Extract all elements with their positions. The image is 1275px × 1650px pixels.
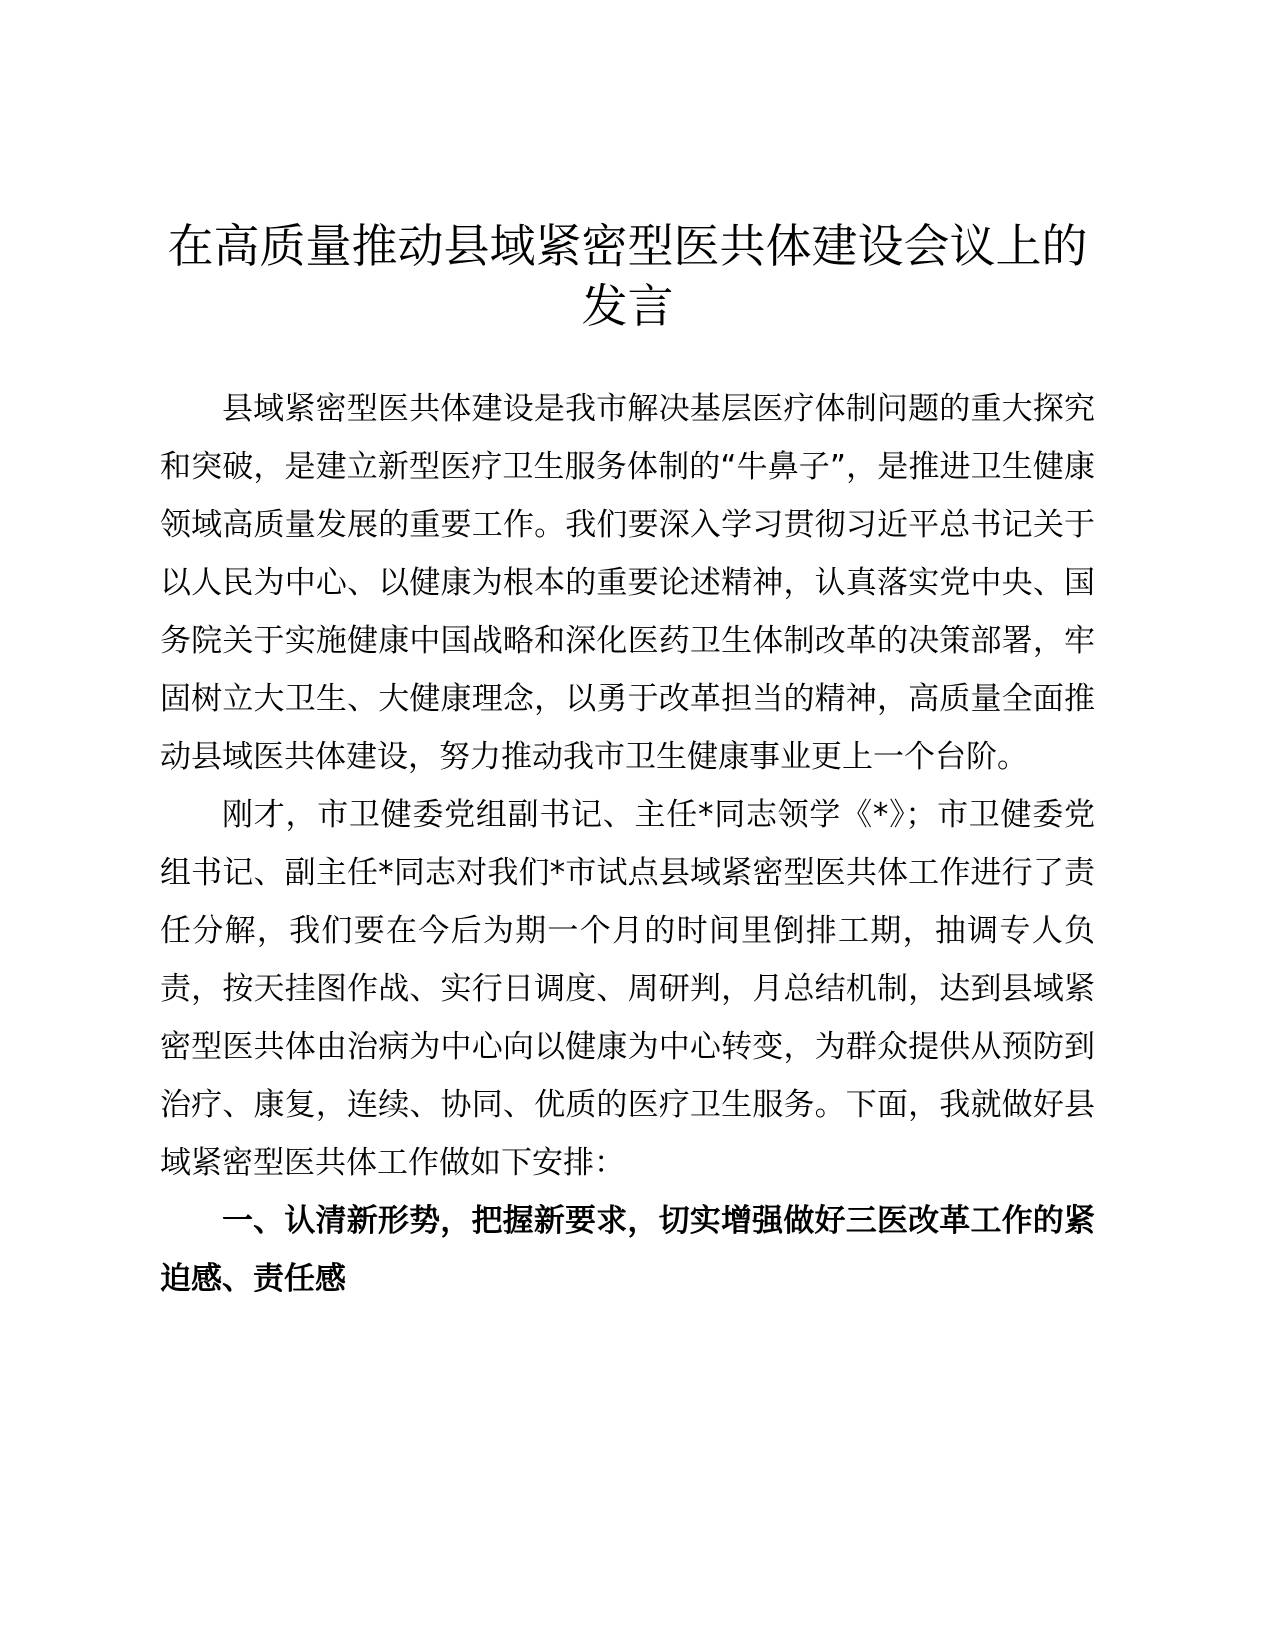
document-title <box>160 216 1095 336</box>
document-title-line-2: 发言 <box>581 279 674 333</box>
section-heading: 一、认清新形势，把握新要求，切实增强做好三医改革工作的紧迫感、责任感 <box>160 1203 1095 1297</box>
intro-paragraph: 县域紧密型医共体建设是我市解决基层医疗体制问题的重大探究和突破，是建立新型医疗卫生服务体制的“牛鼻子”，是推进卫生健康领域高质量发展的重要工作。我们要深入学习贯彻习近平总书记关于以人民为中心、以健康为根本的重要论述精神，认真落实党中央、国务院关于实施健康中国战略和深化医药卫生体制改革的决策部署，牢固树立大卫生、大健康理念，以勇于改革担当的精神，高质量全面推动县域医共体建设，努力推动我市卫生健康事业更上一个台阶。 <box>160 391 1095 775</box>
arrangement-paragraph: 刚才，市卫健委党组副书记、主任*同志领学《*》；市卫健委党组书记、副主任*同志对我们*市试点县域紧密型医共体工作进行了责任分解，我们要在今后为期一个月的时间里倒排工期，抽调专人负责，按天挂图作战、实行日调度、周研判，月总结机制，达到县域紧密型医共体由治病为中心向以健康为中心转变，为群众提供从预防到治疗、康复，连续、协同、优质的医疗卫生服务。下面，我就做好县域紧密型医共体工作做如下安排： <box>160 797 1095 1181</box>
document-body <box>160 380 1095 1308</box>
document-title-line-1: 在高质量推动县域紧密型医共体建设会议上的 <box>167 219 1088 273</box>
